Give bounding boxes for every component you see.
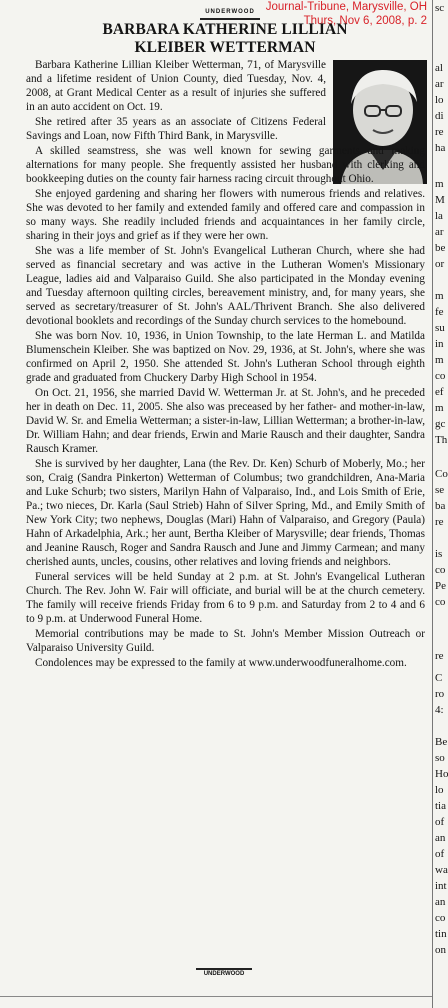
adjacent-column-text: tia <box>435 800 446 812</box>
funeral-home-logo-top: UNDERWOOD <box>200 6 260 20</box>
bottom-divider <box>0 996 432 997</box>
adjacent-column-text: co <box>435 370 446 382</box>
adjacent-column-text: ar <box>435 226 444 238</box>
paragraph-career: She retired after 35 years as an associate of Citizens Federal Savings and Loan, now Fifth Third Bank, in Marysville. <box>26 116 326 142</box>
adjacent-column-text: co <box>435 564 446 576</box>
adjacent-column-text: re <box>435 650 444 662</box>
obituary-headline <box>24 21 426 57</box>
adjacent-column-text: fe <box>435 306 444 318</box>
adjacent-column-text: ba <box>435 500 446 512</box>
adjacent-column-text: an <box>435 896 446 908</box>
headline-line-2: KLEIBER WETTERMAN <box>134 39 316 56</box>
adjacent-column-text: Pe <box>435 580 446 592</box>
adjacent-column-text: ro <box>435 688 445 700</box>
adjacent-column-text: gc <box>435 418 446 430</box>
adjacent-column-text: ar <box>435 78 444 90</box>
adjacent-column-text: 4: <box>435 704 444 716</box>
adjacent-column-text: be <box>435 242 446 254</box>
adjacent-column-text: m <box>435 354 444 366</box>
adjacent-column-text: of <box>435 848 445 860</box>
paragraph-church: She was a life member of St. John's Evangelical Lutheran Church, where she had served as financial secretary and was active in the Lutheran Women's Missionary League, ladies aid and Valparaiso Guild. She also participated in the Monday evening and Tuesday afternoon quilting circles, bereavement ministry, and, for many years, she served as secretary/treasurer of St. John's AAL/Thrivent Branch. She also delivered devotional booklets and recordings of the Sunday church services to the homebound. <box>26 245 425 327</box>
adjacent-column-text: tin <box>435 928 447 940</box>
adjacent-column-text: or <box>435 258 445 270</box>
adjacent-column-text: lo <box>435 784 444 796</box>
adjacent-column-text: is <box>435 548 443 560</box>
funeral-home-logo-bottom: UNDERWOOD <box>196 968 252 990</box>
adjacent-column-text: sc <box>435 2 445 14</box>
adjacent-column-text: re <box>435 516 444 528</box>
paragraph-gardening: She enjoyed gardening and sharing her flowers with numerous friends and relatives. She was devoted to her family and extended family and offered care and compassion in so many ways. She readily included friends and acquaintances in her family circle, sharing in their joys and grief as if they were her own. <box>26 188 425 242</box>
adjacent-column-text: int <box>435 880 447 892</box>
adjacent-column-text: m <box>435 402 444 414</box>
obituary-body <box>26 58 425 671</box>
adjacent-column-text: al <box>435 62 443 74</box>
adjacent-column-text: se <box>435 484 445 496</box>
adjacent-column-text: Ho <box>435 768 448 780</box>
adjacent-column-text: so <box>435 752 445 764</box>
paragraph-seamstress: A skilled seamstress, she was well known for sewing garments and making alternations for many people. She frequently assisted her husband with clerking and bookkeeping duties on the county fair harness racing circuit throughout Ohio. <box>26 145 425 185</box>
adjacent-column-text: Be <box>435 736 448 748</box>
adjacent-column-text: m <box>435 178 444 190</box>
adjacent-column-text: on <box>435 944 446 956</box>
paragraph-condolences: Condolences may be expressed to the family at www.underwoodfuneralhome.com. <box>35 657 407 669</box>
adjacent-column-text: C <box>435 672 443 684</box>
adjacent-column-text: Co <box>435 468 448 480</box>
adjacent-column-text: co <box>435 912 446 924</box>
headline-line-1: BARBARA KATHERINE LILLIAN <box>102 21 348 38</box>
paragraph-death-notice: Barbara Katherine Lillian Kleiber Wetterman, 71, of Marysville and a lifetime resident of Union County, died Tuesday, Nov. 4, 2008, at Grant Medical Center as a result of injuries she suffered in an auto accident on Oct. 19. <box>26 59 326 113</box>
adjacent-column-fragment <box>432 0 448 1008</box>
paragraph-marriage: On Oct. 21, 1956, she married David W. Wetterman Jr. at St. John's, and he preceded her in death on Dec. 11, 2005. She also was preceased by her father- and mother-in-law, David W. Sr. and Emelia Wetterman; a sister-in-law, Lillian Wetterman; a brother-in-law, Dr. William Hahn; and dear friends, Erwin and Marie Rausch and their daughter, Sandra Rausch Kramer. <box>26 387 425 455</box>
adjacent-column-text: re <box>435 126 444 138</box>
adjacent-column-text: of <box>435 816 445 828</box>
adjacent-column-text: la <box>435 210 443 222</box>
adjacent-column-text: wa <box>435 864 448 876</box>
adjacent-column-text: su <box>435 322 445 334</box>
adjacent-column-text: in <box>435 338 444 350</box>
source-publication: Journal-Tribune, Marysville, OH <box>265 1 427 13</box>
paragraph-birth: She was born Nov. 10, 1936, in Union Township, to the late Herman L. and Matilda Blumenschein Kleiber. She was baptized on Nov. 29, 1936, at St. John's, where she was confirmed on April 2, 1950. She attended St. John's Lutheran School through eighth grade and graduated from Chuckery Darby High School in 1954. <box>26 330 425 384</box>
paragraph-memorials: Memorial contributions may be made to St. John's Member Mission Outreach or Valparaiso University Guild. <box>26 628 425 654</box>
adjacent-column-text: Th <box>435 434 448 446</box>
paragraph-services: Funeral services will be held Sunday at 2 p.m. at St. John's Evangelical Lutheran Church. The Rev. John W. Fair will officiate, and burial will be at the church cemetery. The family will receive friends Friday from 6 to 9 p.m. and Saturday from 2 to 4 and 6 to 9 p.m. at Underwood Funeral Home. <box>26 571 425 625</box>
source-date-page: Thurs, Nov 6, 2008, p. 2 <box>303 15 427 27</box>
adjacent-column-text: m <box>435 290 444 302</box>
adjacent-column-text: M <box>435 194 445 206</box>
adjacent-column-text: an <box>435 832 446 844</box>
adjacent-column-text: di <box>435 110 444 122</box>
adjacent-column-text: co <box>435 596 446 608</box>
paragraph-survivors: She is survived by her daughter, Lana (the Rev. Dr. Ken) Schurb of Moberly, Mo.; her son, Craig (Sandra Pinkerton) Wetterman of Columbus; two grandchildren, Ana-Maria and Luke Schurb; two sisters, Marilyn Hahn of Valparaiso, Ind., and Lois Smith of Erie, Pa.; two nieces, Dr. Karla (Saul Strieb) Hahn of Silver Spring, Md., and Emily Smith of New York City; two nephews, Douglas (Mari) Hahn of Valparaiso, and Gregory (Paula) Hahn of Arkadelphia, Ark.; her aunt, Bertha Kleiber of Marysville; dear friends, Thomas and Jeanine Rausch, Roger and Sandra Rausch and June and Jimmy Carmean; and many cherished aunts, uncles, cousins, other relatives and loving friends and neighbors. <box>26 458 425 568</box>
adjacent-column-text: lo <box>435 94 444 106</box>
adjacent-column-text: ef <box>435 386 444 398</box>
adjacent-column-text: ha <box>435 142 446 154</box>
